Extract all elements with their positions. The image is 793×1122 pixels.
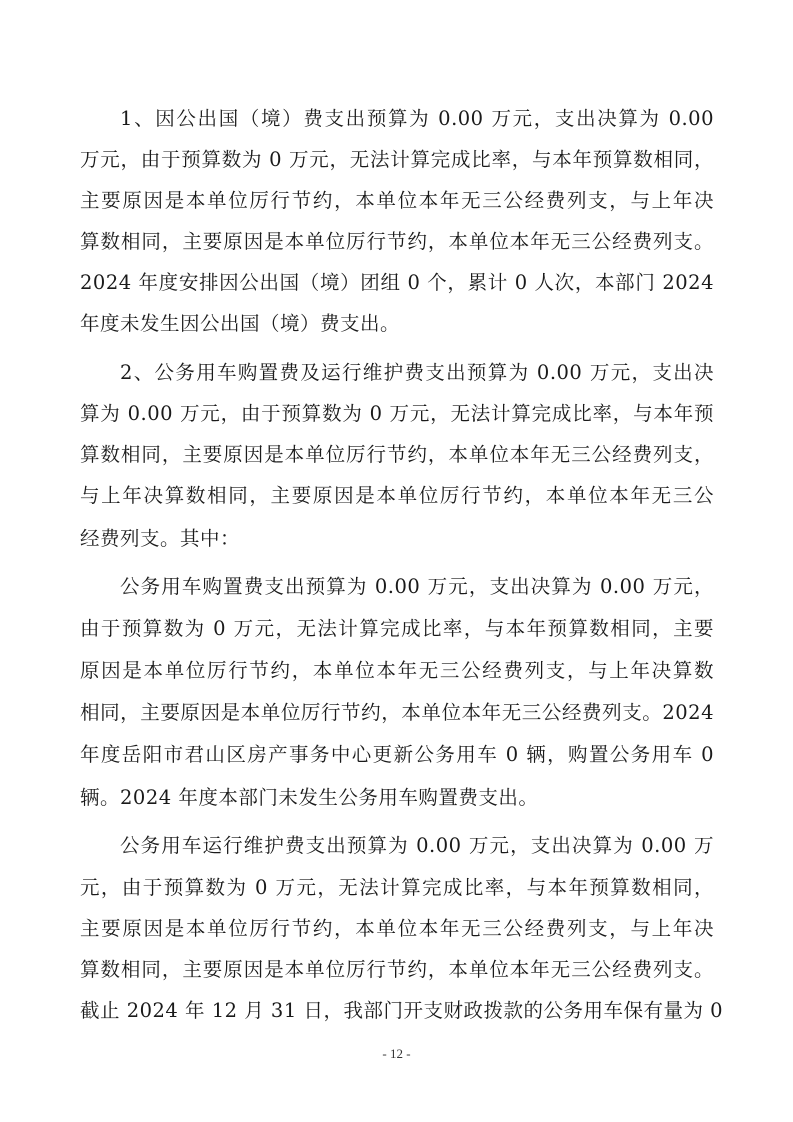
paragraph-line: 2、公务用车购置费及运行维护费支出预算为 0.00 万元，支出决 [120, 361, 714, 384]
paragraph-line: 公务用车购置费支出预算为 0.00 万元，支出决算为 0.00 万元， [120, 575, 714, 598]
paragraph-line: 1、因公出国（境）费支出预算为 0.00 万元，支出决算为 0.00 [120, 107, 714, 130]
paragraph-line: 截止 2024 年 12 月 31 日，我部门开支财政拨款的公务用车保有量为 0 [80, 999, 724, 1022]
page-number: - 12 - [382, 1046, 411, 1061]
paragraph-line: 年度岳阳市君山区房产事务中心更新公务用车 0 辆，购置公务用车 0 [80, 743, 714, 766]
paragraph-line: 原因是本单位厉行节约，本单位本年无三公经费列支，与上年决算数 [80, 659, 714, 682]
paragraph-line: 年度未发生因公出国（境）费支出。 [80, 312, 401, 335]
paragraph-line: 主要原因是本单位厉行节约，本单位本年无三公经费列支，与上年决 [80, 917, 714, 940]
paragraph-line: 主要原因是本单位厉行节约，本单位本年无三公经费列支，与上年决 [80, 189, 714, 212]
paragraph-line: 由于预算数为 0 万元，无法计算完成比率，与本年预算数相同，主要 [80, 617, 714, 640]
paragraph-line: 与上年决算数相同，主要原因是本单位厉行节约，本单位本年无三公 [80, 484, 714, 507]
paragraph-line: 算为 0.00 万元，由于预算数为 0 万元，无法计算完成比率，与本年预 [80, 402, 714, 425]
paragraph-line: 辆。2024 年度本部门未发生公务用车购置费支出。 [80, 786, 539, 809]
paragraph-line: 万元，由于预算数为 0 万元，无法计算完成比率，与本年预算数相同， [80, 148, 714, 171]
paragraph-line: 算数相同，主要原因是本单位厉行节约，本单位本年无三公经费列支， [80, 443, 714, 466]
paragraph-line: 相同，主要原因是本单位厉行节约，本单位本年无三公经费列支。2024 [80, 701, 714, 724]
paragraph-line: 公务用车运行维护费支出预算为 0.00 万元，支出决算为 0.00 万 [120, 834, 714, 857]
paragraph-line: 算数相同，主要原因是本单位厉行节约，本单位本年无三公经费列支。 [80, 958, 714, 981]
paragraph-line: 经费列支。其中： [80, 527, 241, 550]
paragraph-line: 2024 年度安排因公出国（境）团组 0 个，累计 0 人次，本部门 2024 [80, 271, 714, 294]
paragraph-line: 算数相同，主要原因是本单位厉行节约，本单位本年无三公经费列支。 [80, 230, 714, 253]
paragraph-line: 元，由于预算数为 0 万元，无法计算完成比率，与本年预算数相同， [80, 876, 714, 899]
